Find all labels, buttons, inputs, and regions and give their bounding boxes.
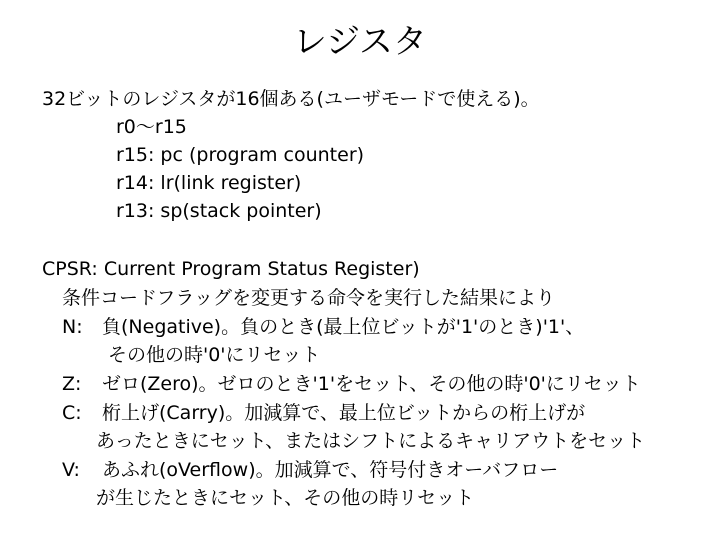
slide-title: レジスタ bbox=[292, 22, 428, 62]
flag-v-continuation: が生じたときにセット、その他の時リセット bbox=[96, 487, 475, 509]
flag-c-continuation: あったときにセット、またはシフトによるキャリアウトをセット bbox=[96, 430, 646, 452]
flag-z-label: Z: bbox=[62, 373, 82, 395]
flag-v-row bbox=[62, 457, 558, 483]
flag-z-text: ゼロ(Zero)。ゼロのとき'1'をセット、その他の時'0'にリセット bbox=[102, 373, 641, 395]
intro-text: 32ビットのレジスタが16個ある(ユーザモードで使える)。 bbox=[42, 88, 540, 110]
flags-intro: 条件コードフラッグを変更する命令を実行した結果により bbox=[62, 287, 556, 309]
register-r13: r13: sp(stack pointer) bbox=[116, 200, 322, 222]
cpsr-heading: CPSR: Current Program Status Register) bbox=[42, 258, 420, 280]
register-r14: r14: lr(link register) bbox=[116, 172, 302, 194]
flag-z-row bbox=[62, 371, 641, 397]
flag-n-row bbox=[62, 314, 584, 340]
flag-c-text: 桁上げ(Carry)。加減算で、最上位ビットからの桁上げが bbox=[102, 402, 586, 424]
flag-c-label: C: bbox=[62, 402, 82, 424]
flag-c-row bbox=[62, 400, 585, 426]
flag-v-text: あふれ(oVerflow)。加減算で、符号付きオーバフロー bbox=[102, 459, 559, 481]
flag-n-continuation: その他の時'0'にリセット bbox=[108, 344, 321, 366]
flag-v-label: V: bbox=[62, 459, 80, 481]
flag-n-label: N: bbox=[62, 316, 83, 338]
register-range: r0～r15 bbox=[116, 116, 187, 138]
register-r15: r15: pc (program counter) bbox=[116, 144, 365, 166]
flag-n-text: 負(Negative)。負のとき(最上位ビットが'1'のとき)'1'、 bbox=[102, 316, 585, 338]
